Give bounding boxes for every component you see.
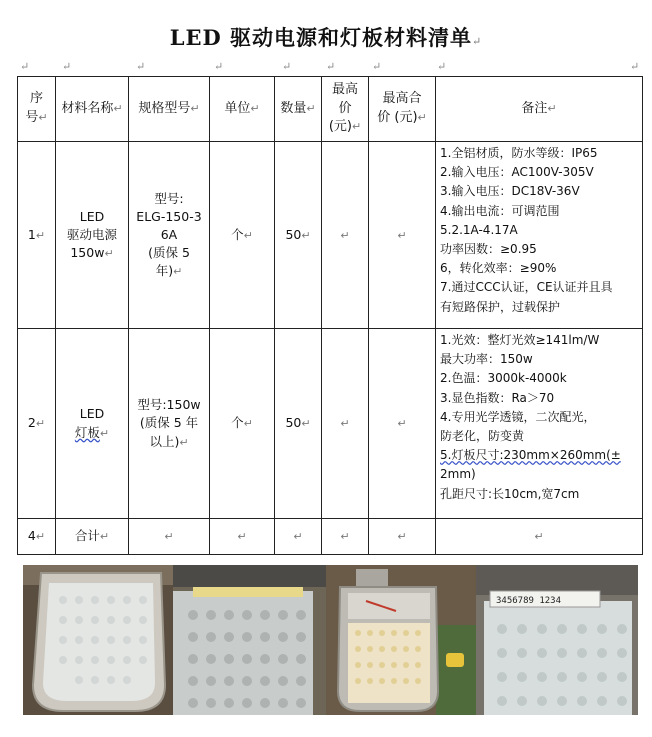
header-remark: 备注↵ — [436, 77, 643, 142]
lens-board-image — [476, 565, 638, 715]
cell-max-price: ↵ — [322, 519, 369, 555]
cell-spec: 型号: ELG-150-3 6A (质保 5 年)↵ — [129, 142, 210, 329]
lamp-with-driver-image — [326, 565, 476, 715]
lamp-photo-3 — [326, 565, 476, 715]
paragraph-mark: ↵ — [437, 60, 447, 73]
header-max-total: 最高合 价 (元)↵ — [369, 77, 436, 142]
cell-name: 合计↵ — [56, 519, 129, 555]
cell-max-total: ↵ — [369, 329, 436, 519]
header-no: 序 号↵ — [18, 77, 56, 142]
cell-max-total: ↵ — [369, 519, 436, 555]
table-row — [18, 329, 643, 519]
table-header-row — [18, 77, 643, 142]
paragraph-mark: ↵ — [62, 60, 72, 73]
header-unit: 单位↵ — [210, 77, 275, 142]
lamp-photo-4 — [476, 565, 638, 715]
product-photos — [23, 565, 638, 715]
lamp-photo-1 — [23, 565, 173, 715]
cell-max-price: ↵ — [322, 329, 369, 519]
cell-remark: ↵ — [436, 519, 643, 555]
cell-no: 4↵ — [18, 519, 56, 555]
table-row — [18, 142, 643, 329]
header-max-price: 最高 价 (元)↵ — [322, 77, 369, 142]
cell-no: 1↵ — [18, 142, 56, 329]
cell-max-price: ↵ — [322, 142, 369, 329]
cell-no: 2↵ — [18, 329, 56, 519]
cell-qty: ↵ — [275, 519, 322, 555]
lamp-photo-2 — [173, 565, 326, 715]
paragraph-marks-row — [0, 60, 652, 74]
cell-unit: 个↵ — [210, 329, 275, 519]
cell-remark: 1.光效：整灯光效≥141lm/W 最大功率：150w 2.色温：3000k-4000k 3.显色指数：Ra＞70 4.专用光学透镜，二次配光， 防老化，防变黄 5.灯板尺寸:230mm×260mm(± 2mm) 孔距尺寸:长10cm,宽7cm — [436, 329, 643, 519]
street-lamp-image — [23, 565, 173, 715]
cell-spec: 型号:150w (质保 5 年 以上)↵ — [129, 329, 210, 519]
cell-unit: ↵ — [210, 519, 275, 555]
cell-name: LED 驱动电源 150w↵ — [56, 142, 129, 329]
cell-name: LED 灯板↵ — [56, 329, 129, 519]
paragraph-mark: ↵ — [20, 60, 30, 73]
header-name: 材料名称↵ — [56, 77, 129, 142]
table-row-total — [18, 519, 643, 555]
materials-table — [17, 76, 643, 555]
cell-remark: 1.全铝材质，防水等级：IP65 2.输入电压：AC100V-305V 3.输入电压：DC18V-36V 4.输出电流：可调范围 5.2.1A-4.17A 功率因数：≥0.95 6，转化效率：≥90% 7.通过CCC认证，CE认证并且具 有短路保护，过载保护 — [436, 142, 643, 329]
paragraph-mark: ↵ — [630, 60, 640, 73]
paragraph-mark: ↵ — [136, 60, 146, 73]
cell-spec: ↵ — [129, 519, 210, 555]
paragraph-mark: ↵ — [282, 60, 292, 73]
cell-max-total: ↵ — [369, 142, 436, 329]
document-title: LED 驱动电源和灯板材料清单↵ — [169, 25, 483, 50]
paragraph-mark: ↵ — [326, 60, 336, 73]
paragraph-mark: ↵ — [372, 60, 382, 73]
cell-qty: 50↵ — [275, 142, 322, 329]
ruler-numbers: 3456789 1234 — [496, 596, 562, 606]
cell-qty: 50↵ — [275, 329, 322, 519]
cell-unit: 个↵ — [210, 142, 275, 329]
header-qty: 数量↵ — [275, 77, 322, 142]
paragraph-mark: ↵ — [214, 60, 224, 73]
header-spec: 规格型号↵ — [129, 77, 210, 142]
led-board-image — [173, 565, 326, 715]
